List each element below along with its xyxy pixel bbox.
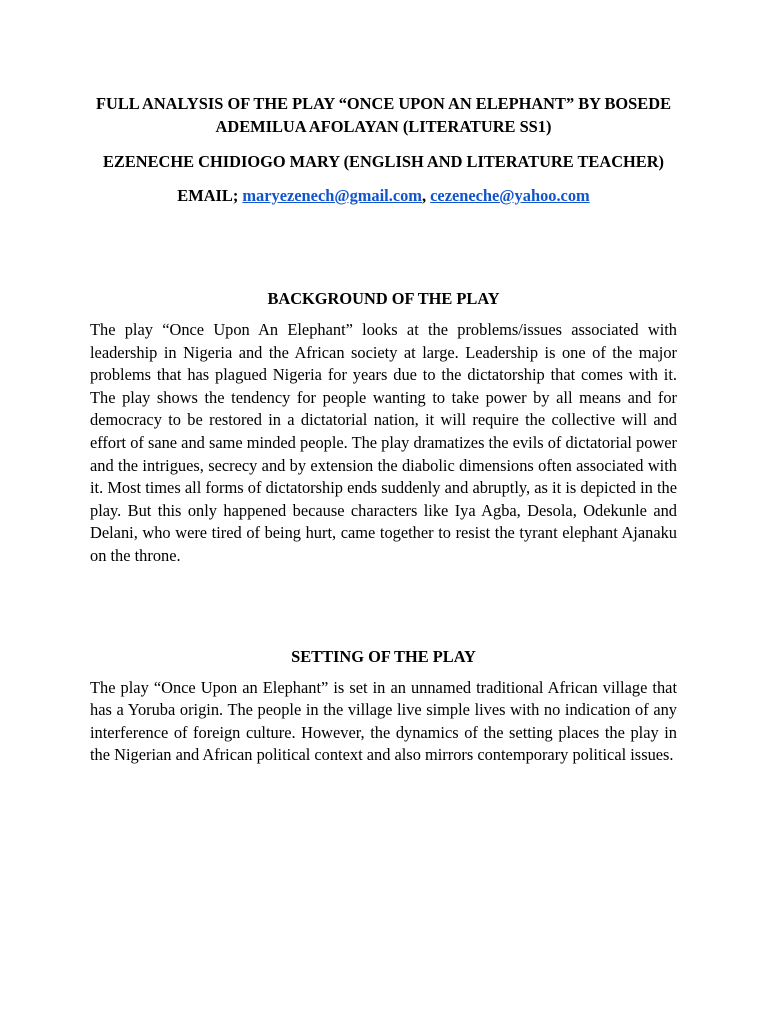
section-heading-background: BACKGROUND OF THE PLAY (267, 289, 500, 308)
email-link-yahoo[interactable]: cezeneche@yahoo.com (430, 186, 590, 205)
document-title: FULL ANALYSIS OF THE PLAY “ONCE UPON AN ELEPHANT” BY BOSEDE ADEMILUA AFOLAYAN (LITERATURE SS1) (95, 94, 671, 136)
document-page (90, 92, 677, 767)
email-separator: , (421, 186, 431, 205)
document-author: EZENECHE CHIDIOGO MARY (ENGLISH AND LITERATURE TEACHER) (102, 152, 665, 171)
email-label: EMAIL; (177, 186, 243, 205)
email-link-gmail[interactable]: maryezenech@gmail.com (242, 186, 422, 205)
section-heading-setting: SETTING OF THE PLAY (291, 646, 476, 666)
section-body-setting: The play “Once Upon an Elephant” is set in an unnamed traditional African village that has a Yoruba origin. The people in the village live simple lives with no indication of any interference of foreign culture. However, the dynamics of the setting places the play in the Nigerian and African political context and also mirrors contemporary political issues. (90, 677, 677, 765)
section-body-background: The play “Once Upon An Elephant” looks at the problems/issues associated with leadership in Nigeria and the African society at large. Leadership is one of the major problems that has plagued Nigeria for years due to the dictatorship that comes with it. The play shows the tendency for people wanting to take power by all means and for democracy to be restored in a dictatorial nation, it will require the collective will and effort of sane and same minded people. The play dramatizes the evils of dictatorial power and the intrigues, secrecy and by extension the diabolic dimensions often associated with it. Most times all forms of dictatorship ends suddenly and abruptly, as it is depicted in the play. But this only happened because characters like Iya Agba, Desola, Odekunle and Delani, who were tired of being hurt, came together to resist the tyrant elephant Ajanaku on the throne. (90, 320, 677, 565)
email-line (90, 184, 677, 207)
